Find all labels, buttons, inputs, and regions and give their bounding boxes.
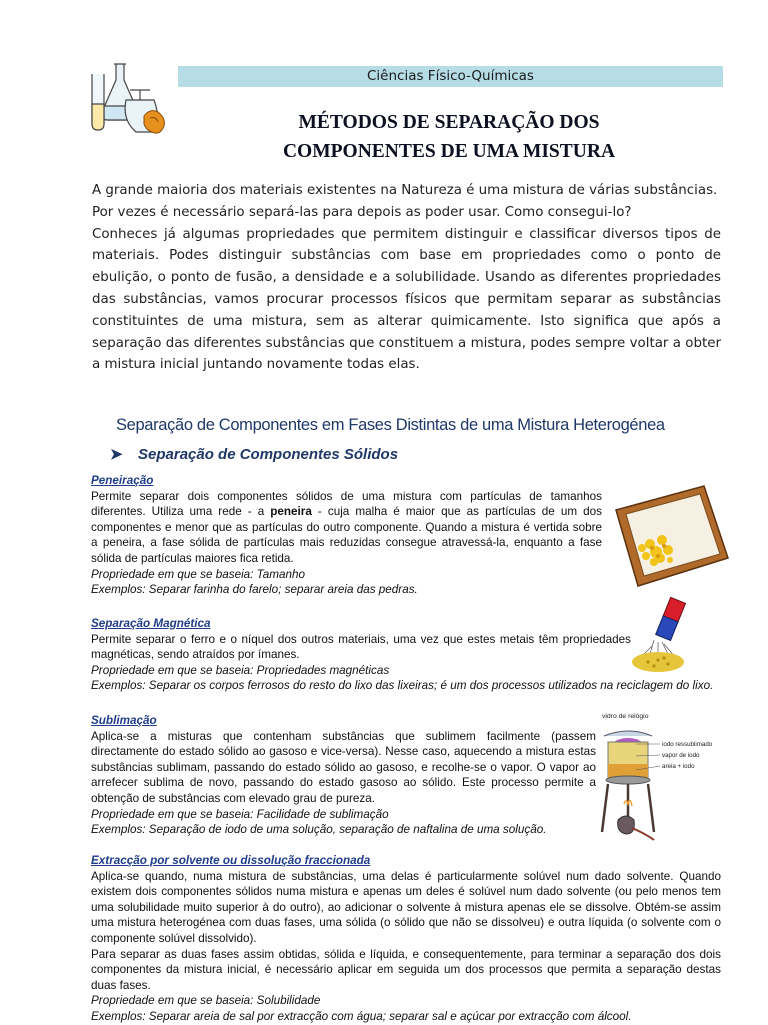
subsection-heading	[110, 445, 398, 463]
magnet-illustration	[628, 596, 698, 676]
method-heading: Sublimação	[91, 714, 157, 727]
method-examples: Exemplos: Separação de iodo de uma solução, separação de naftalina de uma solução.	[91, 823, 547, 837]
arrow-bullet-icon: ➤	[110, 446, 123, 463]
sublimation-apparatus-illustration	[596, 708, 758, 846]
method-heading: Separação Magnética	[91, 617, 211, 630]
method-text: Para separar as duas fases assim obtidas, sólida e líquida, e consequentemente, para terminar a separação dos dois componentes da mistura inicial, é necessário aplicar em seguida um dos processos que permita a separação destas duas fases.	[91, 947, 721, 992]
intro-paragraph: Conheces já algumas propriedades que permitem distinguir e classificar diversos tipos de materiais. Podes distinguir substâncias com base em propriedades como o ponto de ebulição, o ponto de fusão, a densidade e a solubilidade. Usando as diferentes propriedades das substâncias, vamos procurar processos físicos que permitam separar as substâncias constituintes de uma mistura, sem as alterar quimicamente. Isto significa que após a separação das diferentes substâncias que constituem a mistura, podes sempre voltar a obter a mistura inicial juntando novamente todas elas.	[92, 226, 721, 373]
method-property: Propriedade em que se baseia: Facilidade de sublimação	[91, 807, 389, 821]
method-heading: Extracção por solvente ou dissolução fraccionada	[91, 854, 371, 867]
method-heading: Peneiração	[91, 474, 154, 487]
method-text: - cuja malha é maior que as partículas de um dos componentes e menor que as partículas do outro componente. Quando a mistura é vertida sobre a peneira, a fase sólida de partículas mais reduzidas consegue atravessá-la, enquanto a fase sólida de partículas maiores fica retida.	[91, 505, 602, 565]
diagram-label: areia + iodo	[662, 763, 695, 770]
intro-paragraph: Por vezes é necessário separá-las para depois as poder usar. Como consegui-lo?	[92, 204, 632, 220]
method-examples: Exemplos: Separar os corpos ferrosos do resto do lixo das lixeiras; é um dos processos utilizados na reciclagem do lixo.	[91, 679, 714, 693]
method-keyword: peneira	[270, 505, 312, 519]
method-text: Aplica-se quando, numa mistura de substâncias, uma delas é particularmente solúvel num dado solvente. Quando existem dois componentes sólidos numa mistura e apenas um deles é solúvel num dado solvente (ou pelo menos tem uma solubilidade muito superior à do outro), ao adicionar o solvente à mistura apenas ele se dissolve. Obtém-se assim uma mistura heterogénea com duas fases, uma sólida (o sólido que não se dissolveu) e outra líquida (o solvente com o componente solúvel dissolvido).	[91, 869, 721, 945]
method-extraction	[91, 853, 721, 1025]
diagram-label: vidro de relógio	[602, 713, 649, 720]
subsection-title: Separação de Componentes Sólidos	[138, 446, 399, 463]
method-text: Permite separar dois componentes sólidos de uma mistura com partículas de tamanhos diferentes. Utiliza uma rede - a	[91, 489, 602, 519]
method-property: Propriedade em que se baseia: Solubilidade	[91, 994, 321, 1008]
method-text: Permite separar o ferro e o níquel dos outros materiais, uma vez que estes metais têm propriedades magnéticas, sendo atraídos por ímanes.	[91, 632, 631, 662]
page-title-line-2: COMPONENTES DE UMA MISTURA	[282, 141, 616, 162]
course-name: Ciências Físico-Químicas	[367, 68, 534, 84]
method-examples: Exemplos: Separar farinha do farelo; separar areia das pedras.	[91, 583, 418, 597]
section-heading: Separação de Componentes em Fases Distintas de uma Mistura Heterogénea	[116, 416, 665, 434]
intro-paragraph: A grande maioria dos materiais existentes na Natureza é uma mistura de várias substâncias.	[92, 183, 718, 198]
method-examples: Exemplos: Separar areia de sal por extracção com água; separar sal e açúcar por extracção com álcool.	[91, 1009, 632, 1023]
method-sublimation	[91, 713, 596, 838]
lab-glassware-icon	[86, 60, 172, 140]
diagram-label: iodo ressublimado	[662, 741, 713, 748]
diagram-label: vapor de iodo	[662, 752, 700, 759]
sieve-illustration	[612, 482, 732, 590]
page-title	[180, 108, 718, 166]
page-title-line-1: MÉTODOS DE SEPARAÇÃO DOS	[298, 112, 600, 133]
method-property: Propriedade em que se baseia: Tamanho	[91, 567, 305, 581]
intro-text	[92, 180, 721, 376]
course-banner	[178, 66, 723, 87]
method-magnetic	[91, 616, 714, 694]
method-text: Aplica-se a misturas que contenham substâncias que sublimem facilmente (passem directamente do estado sólido ao gasoso e vice-versa). Nesse caso, aquecendo a mistura estas substâncias sublimam, passando do estado sólido ao gasoso, e recolhe-se o vapor. O vapor ao arrefecer sublima de novo, passando do estado gasoso ao sólido. Este processo permite a obtenção de substâncias com elevado grau de pureza.	[91, 729, 596, 805]
method-sieving	[91, 473, 602, 598]
method-property: Propriedade em que se baseia: Propriedades magnéticas	[91, 663, 390, 677]
